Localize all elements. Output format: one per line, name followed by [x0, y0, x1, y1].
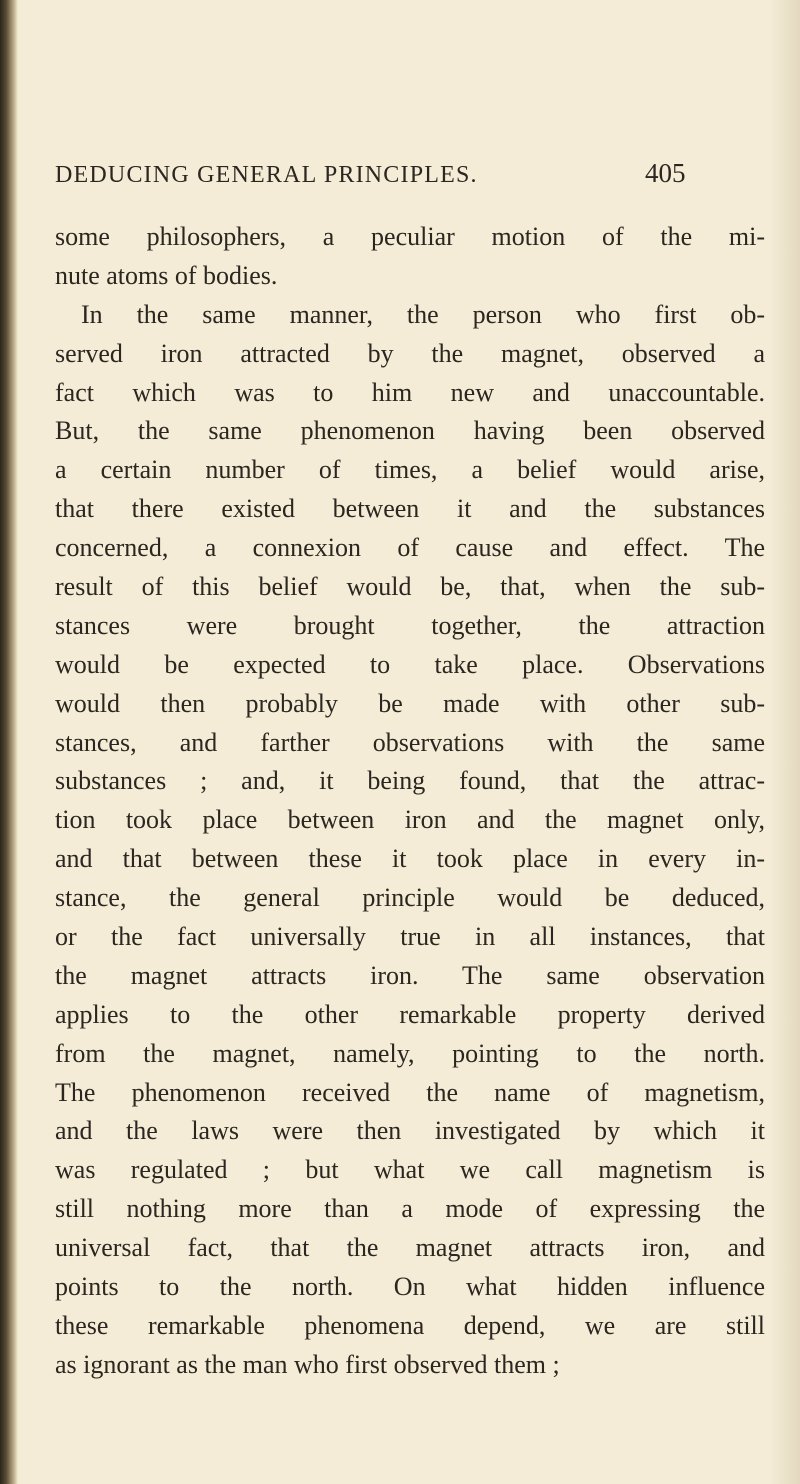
text-line: was regulated ; but what we call magnetism is — [55, 1155, 765, 1185]
text-line: tion took place between iron and the magnet only, — [55, 805, 765, 835]
text-line: and that between these it took place in every in- — [55, 844, 765, 874]
text-line: would be expected to take place. Observations — [55, 649, 765, 679]
text-line: result of this belief would be, that, when the sub- — [55, 572, 765, 602]
text-line: But, the same phenomenon having been observed — [55, 416, 765, 446]
text-line: would then probably be made with other sub- — [55, 688, 765, 718]
text-line: In the same manner, the person who first ob- — [81, 299, 765, 329]
text-line: points to the north. On what hidden influence — [55, 1272, 765, 1302]
running-head: DEDUCING GENERAL PRINCIPLES. — [55, 162, 478, 188]
text-line: as ignorant as the man who first observed them ; — [55, 1349, 560, 1379]
text-line: still nothing more than a mode of expressing the — [55, 1194, 765, 1224]
text-line: that there existed between it and the substances — [55, 494, 765, 524]
body-text — [55, 218, 765, 1385]
text-line: nute atoms of bodies. — [55, 260, 278, 290]
page-edge-shadow — [770, 0, 800, 1484]
text-line: some philosophers, a peculiar motion of the mi- — [55, 222, 765, 251]
text-line: or the fact universally true in all instances, that — [55, 922, 765, 952]
page-number: 405 — [645, 158, 686, 188]
text-line: substances ; and, it being found, that the attrac- — [55, 766, 765, 796]
text-line: stances were brought together, the attraction — [55, 610, 765, 640]
text-line: stance, the general principle would be deduced, — [55, 883, 765, 913]
text-line: concerned, a connexion of cause and effect. The — [55, 533, 765, 563]
text-line: from the magnet, namely, pointing to the north. — [55, 1038, 765, 1068]
text-line: served iron attracted by the magnet, observed a — [55, 338, 765, 368]
text-line: universal fact, that the magnet attracts iron, and — [55, 1233, 765, 1263]
page-header — [55, 158, 765, 202]
text-line: fact which was to him new and unaccountable. — [55, 377, 765, 407]
text-line: The phenomenon received the name of magnetism, — [55, 1077, 765, 1107]
text-line: stances, and farther observations with the same — [55, 727, 765, 757]
text-line: the magnet attracts iron. The same observation — [55, 960, 765, 990]
text-line: these remarkable phenomena depend, we are still — [55, 1310, 765, 1340]
text-line: a certain number of times, a belief would arise, — [55, 455, 765, 485]
text-line: applies to the other remarkable property derived — [55, 999, 765, 1029]
page-binding-edge — [0, 0, 18, 1484]
text-line: and the laws were then investigated by which it — [55, 1116, 765, 1146]
